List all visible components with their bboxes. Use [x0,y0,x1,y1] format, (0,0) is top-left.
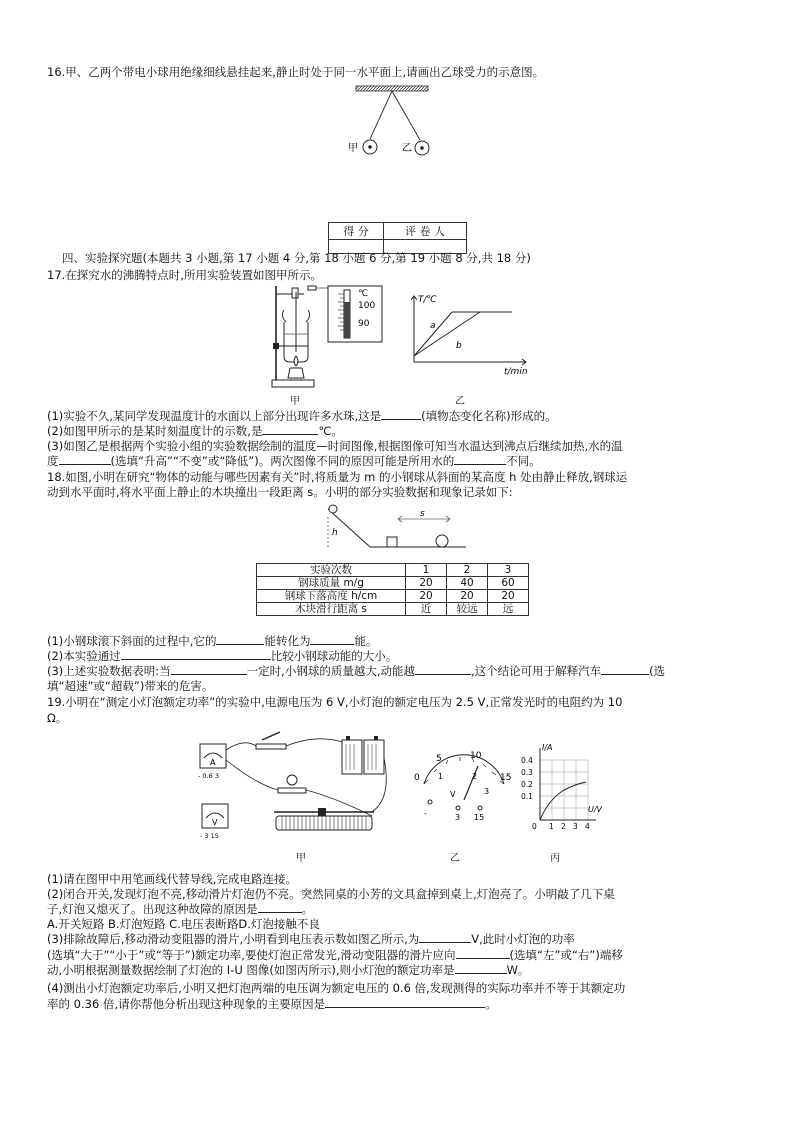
q18-line1: 18.如图,小明在研究“物体的动能与哪些因素有关”时,将质量为 m 的小钢球从斜面的某高度 h 处由静止释放,钢球运 [47,470,628,484]
q19-line2: Ω。 [47,711,68,725]
ammeter-label: A [210,758,216,767]
table-row: 钢球质量 m/g 20 40 60 [257,577,529,590]
iu-x-tick: 1 [549,822,554,831]
score-header: 得 分 [329,223,384,240]
graph-ylabel: T/℃ [418,295,437,305]
q17-p2: (2)如图甲所示的是某时刻温度计的示数,是 ℃。 [47,424,343,438]
iu-ylabel: I/A [542,743,553,752]
meter-V: V [450,790,456,799]
meter-term-3: 3 [455,813,461,822]
meter-3: 3 [484,787,490,796]
q18-p2: (2)本实验通过 比较小钢球动能的大小。 [47,649,398,663]
label-jia: 甲 [348,143,358,154]
iu-y-tick: 0.2 [521,780,533,789]
q17-p3a: (3)如图乙是根据两个实验小组的实验数据绘制的温度—时间图像,根据图像可知当水温达到沸点后继续加热,水的温 [47,439,623,453]
thermo-100: 100 [358,301,376,311]
q17-fig-jia [262,282,392,400]
voltmeter-label: V [212,818,218,827]
q17-graph-yi [400,290,530,376]
graph-b: b [456,341,462,351]
q19-cap-yi: 乙 [450,853,460,864]
voltmeter-ticks: - 3 15 [200,832,219,840]
q19-p3e: 动,小明根据测量数据绘制了灯泡的 I-U 图像(如图丙所示),则小灯泡的额定功率是 W。 [47,963,530,977]
q17-p3b: 度 (选填“升高”“不变”或“降低”)。两次图像不同的原因可能是所用水的 不同。 [47,454,541,468]
graph-xlabel: t/min [504,367,528,376]
table-row: 钢球下落高度 h/cm 20 20 20 [257,590,529,603]
fig-s: s [420,509,425,519]
q19-p3a: (3)排除故障后,移动滑动变阻器的滑片,小明看到电压表示数如图乙所示,为 V,此时小灯泡的功率 [47,932,575,946]
q17-cap-jia: 甲 [290,396,300,407]
meter-15: 15 [500,773,512,783]
grader-header: 评 卷 人 [384,223,467,240]
q17-cap-yi: 乙 [455,396,465,407]
q18-p1: (1)小钢球滚下斜面的过程中,它的 能转化为 能。 [47,634,378,648]
meter-2: 2 [472,772,478,781]
graph-a: a [430,321,436,331]
meter-1: 1 [438,772,444,781]
q19-p4a: (4)测出小灯泡额定功率后,小明又把灯泡两端的电压调为额定电压的 0.6 倍,发现测得的实际功率并不等于其额定功 [47,981,626,995]
q16-figure [340,84,450,164]
thermo-90: 90 [358,319,370,329]
q19-cap-bing: 丙 [550,853,560,864]
q19-p1: (1)请在图甲中用笔画线代替导线,完成电路连接。 [47,872,297,886]
iu-x-tick: 3 [573,822,578,831]
iu-xlabel: U/V [588,805,602,814]
meter-5: 5 [436,754,442,764]
q19-p4b: 率的 0.36 倍,请你帮他分析出现这种现象的主要原因是 。 [47,997,497,1011]
q19-cap-jia: 甲 [296,853,306,864]
q19-p3c: (选填“大于”“小于”或“等于”)额定功率,要使灯泡正常发光,滑动变阻器的滑片应向 (选填“左”或“右”)端移 [47,948,623,962]
q18-line2: 动到水平面时,将水平面上静止的木块撞出一段距离 s。小明的部分实验数据和现象记录如下: [47,485,513,499]
iu-y-tick: 0 [532,822,537,831]
q19-p2b: 子,灯泡又熄灭了。出现这种故障的原因是 。 [47,902,314,916]
q19-fig-jia [196,728,392,846]
iu-x-tick: 4 [585,822,590,831]
q19-fig-yi [410,750,514,822]
q17-stem: 17.在探究水的沸腾特点时,所用实验装置如图甲所示。 [47,268,322,282]
ammeter-ticks: - 0.6 3 [198,772,219,780]
q19-p2-options: A.开关短路 B.灯泡短路 C.电压表断路D.灯泡接触不良 [47,917,320,931]
iu-x-tick: 2 [561,822,566,831]
table-row: 实验次数 1 2 3 [257,564,529,577]
fig-h: h [332,528,338,538]
meter-10: 10 [470,751,482,761]
iu-y-tick: 0.1 [521,792,533,801]
iu-y-tick: 0.3 [521,768,533,777]
iu-y-tick: 0.4 [521,756,533,765]
q19-p2a: (2)闭合开关,发现灯泡不亮,移动滑片灯泡仍不亮。突然同桌的小芳的文具盒掉到桌上,灯泡亮了。小明敲了几下桌 [47,887,615,901]
q17-p1: (1)实验不久,某同学发现温度计的水面以上部分出现许多水珠,这是 (填物态变化名称)形成的。 [47,409,557,423]
meter-term-minus: - [424,809,427,818]
q18-p3e: 填“超速”或“超载”)带来的危害。 [47,679,214,693]
q16-text: 16.甲、乙两个带电小球用绝缘细线悬挂起来,静止时处于同一水平面上,请画出乙球受力的示意图。 [47,65,545,79]
meter-term-15: 15 [474,813,485,822]
label-yi: 乙 [402,143,412,154]
thermo-unit: ℃ [358,289,369,299]
table-row: 木块滑行距离 s 近 较远 远 [257,603,529,616]
q19-line1: 19.小明在“测定小灯泡额定功率”的实验中,电源电压为 6 V,小灯泡的额定电压为 2.5 V,正常发光时的电阻约为 10 [47,695,623,709]
q18-data-table [256,563,529,616]
q18-figure [320,503,470,553]
section-4-title: 四、实验探究题(本题共 3 小题,第 17 小题 4 分,第 18 小题 6 分,第 19 小题 8 分,共 18 分) [62,251,531,265]
q18-p3: (3)上述实验数据表明:当 一定时,小钢球的质量越大,动能越 ,这个结论可用于解释汽车 (选 [47,664,666,678]
q19-fig-bing [518,742,602,832]
meter-0: 0 [414,773,420,783]
